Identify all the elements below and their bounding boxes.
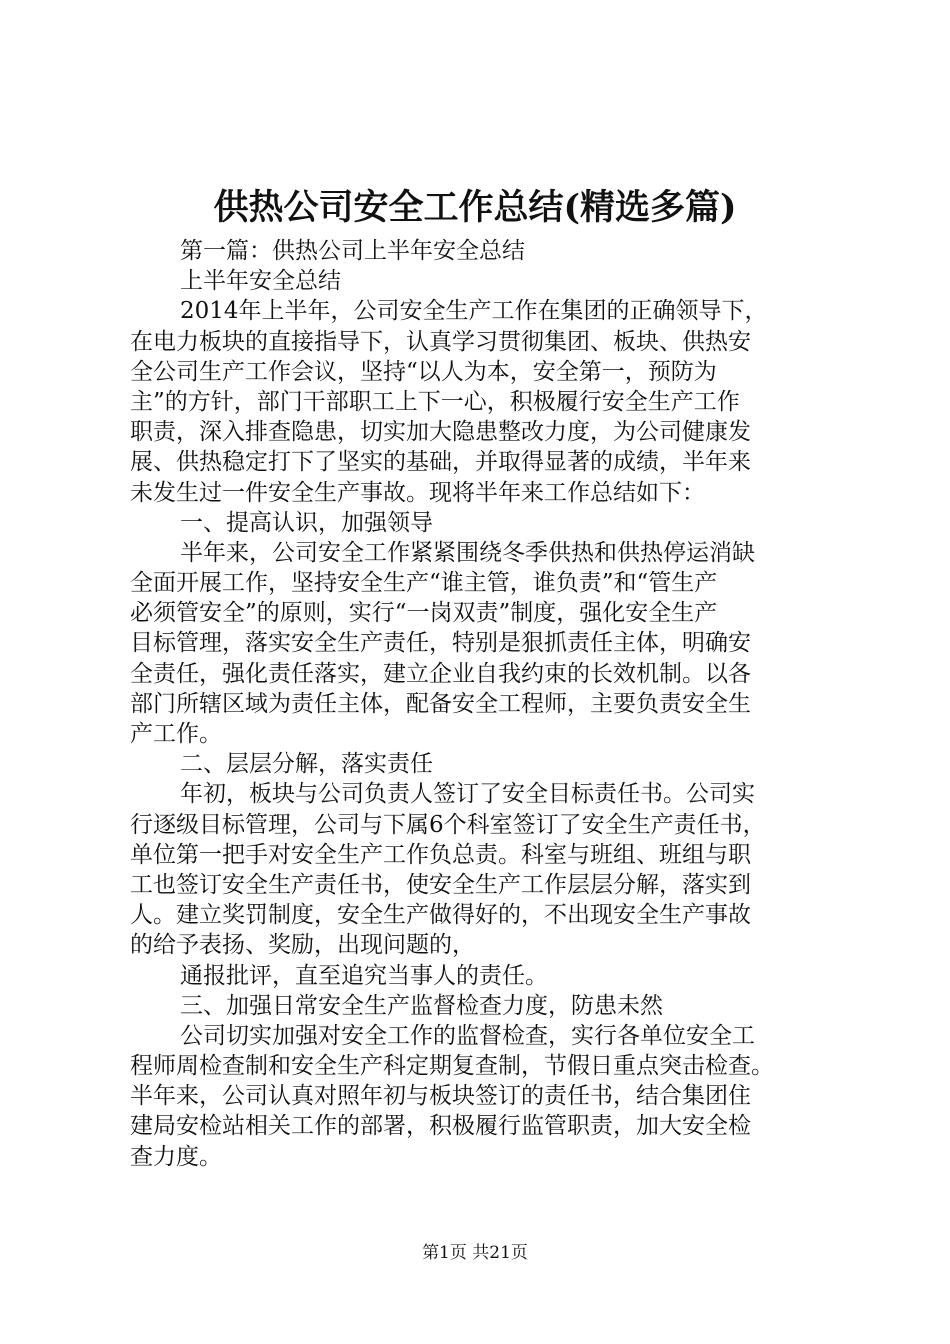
body-line: 工也签订安全生产责任书，使安全生产工作层层分解，落实到	[130, 871, 751, 898]
body-line: 全公司生产工作会议，坚持“以人为本，安全第一，预防为	[130, 358, 717, 385]
document-title: 供热公司安全工作总结(精选多篇)	[213, 187, 737, 228]
body-line: 第一篇：供热公司上半年安全总结	[180, 238, 525, 264]
body-line: 半年来，公司认真对照年初与板块签订的责任书，结合集团住	[130, 1083, 751, 1110]
body-line: 程师周检查制和安全生产科定期复查制，节假日重点突击检查。	[130, 1053, 774, 1080]
page-footer: 第1页 共21页	[422, 1243, 528, 1263]
body-line: 通报批评，直至追究当事人的责任。	[180, 962, 548, 989]
body-line: 行逐级目标管理，公司与下属6个科室签订了安全生产责任书，	[130, 811, 766, 838]
body-line: 2014年上半年，公司安全生产工作在集团的正确领导下，	[180, 298, 768, 325]
body-line: 一、提高认识，加强领导	[180, 509, 433, 536]
body-line: 二、层层分解，落实责任	[180, 751, 433, 778]
body-line: 主”的方针，部门干部职工上下一心，积极履行安全生产工作	[130, 388, 740, 415]
body-line: 未发生过一件安全生产事故。现将半年来工作总结如下：	[130, 479, 705, 506]
body-line: 三、加强日常安全生产监督检查力度，防患未然	[180, 992, 663, 1019]
body-line: 产工作。	[130, 721, 222, 747]
body-line: 单位第一把手对安全生产工作负总责。科室与班组、班组与职	[130, 841, 751, 868]
body-line: 目标管理，落实安全生产责任，特别是狠抓责任主体，明确安	[130, 630, 751, 657]
body-line: 查力度。	[130, 1143, 222, 1170]
body-line: 人。建立奖罚制度，安全生产做得好的，不出现安全生产事故	[130, 902, 751, 929]
body-line: 在电力板块的直接指导下，认真学习贯彻集团、板块、供热安	[130, 328, 751, 355]
body-line: 年初，板块与公司负责人签订了安全目标责任书。公司实	[180, 781, 755, 808]
body-line: 半年来，公司安全工作紧紧围绕冬季供热和供热停运消缺	[180, 539, 755, 566]
body-line: 必须管安全”的原则，实行“一岗双责”制度，强化安全生产	[130, 600, 718, 627]
body-line: 的给予表扬、奖励，出现问题的，	[130, 932, 475, 959]
body-line: 公司切实加强对安全工作的监督检查，实行各单位安全工	[180, 1022, 755, 1049]
body-line: 全面开展工作，坚持安全生产“谁主管，谁负责”和“管生产	[130, 570, 718, 597]
body-line: 全责任，强化责任落实，建立企业自我约束的长效机制。以各	[130, 660, 751, 687]
body-line: 建局安检站相关工作的部署，积极履行监管职责，加大安全检	[130, 1113, 751, 1140]
body-line: 职责，深入排查隐患，切实加大隐患整改力度，为公司健康发	[130, 419, 751, 446]
body-line: 展、供热稳定打下了坚实的基础，并取得显著的成绩，半年来	[130, 449, 751, 476]
body-line: 上半年安全总结	[180, 268, 341, 295]
body-line: 部门所辖区域为责任主体，配备安全工程师，主要负责安全生	[130, 690, 751, 717]
document-body	[130, 236, 840, 1172]
